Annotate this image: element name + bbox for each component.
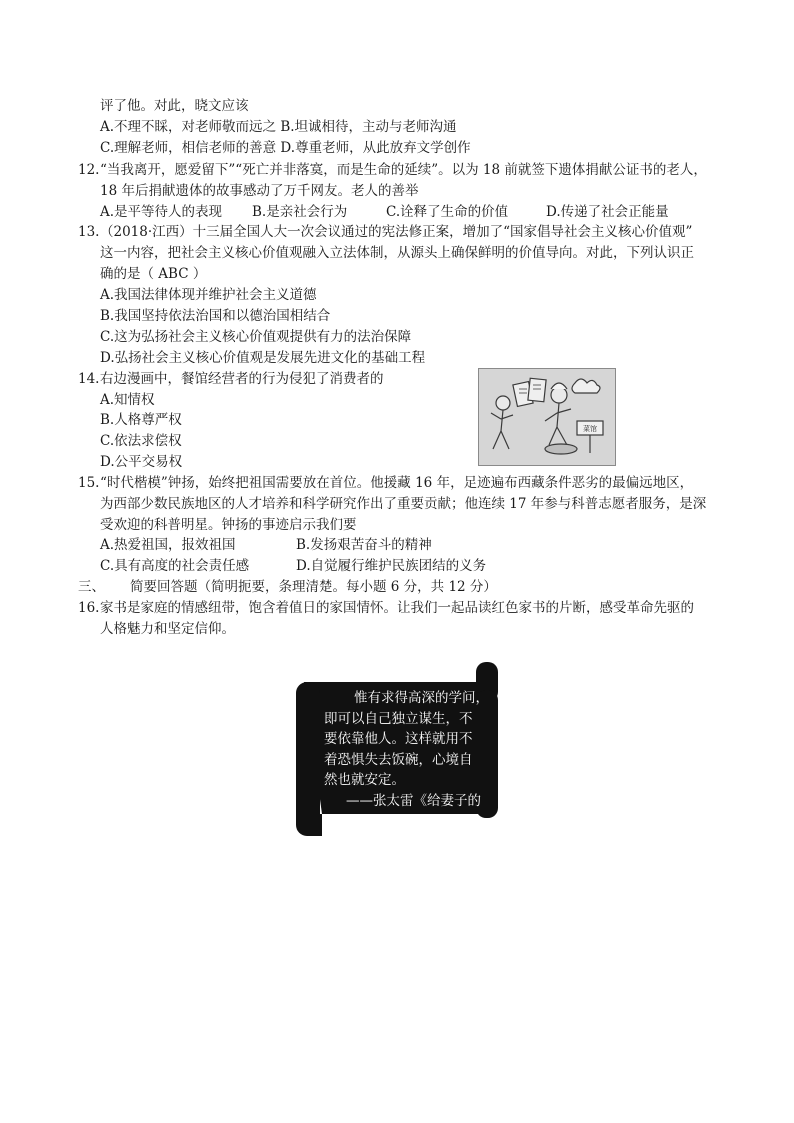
q13-stem-line3: 确的是（ ABC ） bbox=[100, 266, 207, 282]
q11-options-ab: A.不理不睬，对老师敬而远之 B.坦诚相待，主动与老师沟通 bbox=[100, 119, 457, 135]
q13-stem-line2: 这一内容，把社会主义核心价值观融入立法体制，从源头上确保鲜明的价值导向。对此，下列认识正 bbox=[100, 245, 694, 261]
q15-number: 15. bbox=[78, 475, 100, 491]
section-title: 简要回答题（简明扼要，条理清楚。每小题 6 分，共 12 分） bbox=[130, 579, 497, 595]
cartoon-sign-text: 菜馆 bbox=[583, 425, 597, 433]
q13-option-d: D.弘扬社会主义核心价值观是发展先进文化的基础工程 bbox=[100, 350, 426, 366]
q15-option-a: A.热爱祖国，报效祖国 bbox=[100, 537, 236, 553]
restaurant-cartoon-image bbox=[478, 368, 616, 466]
quote-attribution: ——张太雷《给妻子的 bbox=[346, 792, 481, 809]
q12-stem-line1: “当我离开，愿爱留下”“死亡并非落寞，而是生命的延续”。以为 18 前就签下遗体捐献公证书的老人， bbox=[100, 162, 707, 178]
q14-option-b: B.人格尊严权 bbox=[100, 412, 182, 428]
q13-option-c: C.这为弘扬社会主义核心价值观提供有力的法治保障 bbox=[100, 329, 412, 345]
q16-stem-line1: 家书是家庭的情感纽带，饱含着值日的家国情怀。让我们一起品读红色家书的片断，感受革命先驱的 bbox=[100, 600, 694, 616]
q12-option-c: C.诠释了生命的价值 bbox=[386, 204, 509, 220]
q15-stem-line1: “时代楷模”钟扬，始终把祖国需要放在首位。他援藏 16 年，足迹遍布西藏条件恶劣的最偏远地区， bbox=[100, 475, 694, 491]
q12-option-b: B.是亲社会行为 bbox=[252, 204, 348, 220]
q16-number: 16. bbox=[78, 600, 100, 616]
q15-option-c: C.具有高度的社会责任感 bbox=[100, 558, 250, 574]
q15-option-b: B.发扬艰苦奋斗的精神 bbox=[296, 537, 432, 553]
q13-option-a: A.我国法律体现并维护社会主义道德 bbox=[100, 287, 317, 303]
quote-line-3: 要依靠他人。这样就用不 bbox=[324, 731, 473, 747]
q13-stem-line1: （2018·江西）十三届全国人大一次会议通过的宪法修正案，增加了“国家倡导社会主义核心价值观” bbox=[100, 224, 693, 240]
q15-option-d: D.自觉履行维护民族团结的义务 bbox=[296, 558, 487, 574]
q15-stem-line2: 为西部少数民族地区的人才培养和科学研究作出了重要贡献；他连续 17 年参与科普志愿者服务，是深 bbox=[100, 496, 707, 512]
q14-number: 14. bbox=[78, 371, 100, 387]
q14-stem: 右边漫画中，餐馆经营者的行为侵犯了消费者的 bbox=[100, 371, 384, 387]
section-number: 三、 bbox=[78, 579, 105, 595]
quote-line-4: 着恐惧失去饭碗，心境自 bbox=[324, 751, 473, 768]
quote-scroll-text bbox=[316, 688, 494, 811]
q13-number: 13. bbox=[78, 224, 100, 240]
quote-line-1: 惟有求得高深的学问， bbox=[354, 690, 489, 706]
q11-stem-tail: 评了他。对此，晓文应该 bbox=[100, 98, 249, 114]
q12-stem-line2: 18 年后捐献遗体的故事感动了万千网友。老人的善举 bbox=[100, 183, 419, 199]
q12-option-a: A.是平等待人的表现 bbox=[100, 204, 223, 220]
q12-number: 12. bbox=[78, 162, 100, 178]
quote-line-2: 即可以自己独立谋生，不 bbox=[324, 710, 473, 727]
q13-option-b: B.我国坚持依法治国和以德治国相结合 bbox=[100, 308, 331, 324]
q14-option-a: A.知情权 bbox=[100, 392, 155, 408]
quote-line-5: 然也就安定。 bbox=[324, 772, 405, 788]
cartoon-drawing bbox=[479, 369, 615, 465]
q14-option-c: C.依法求偿权 bbox=[100, 433, 182, 449]
q11-options-cd: C.理解老师，相信老师的善意 D.尊重老师，从此放弃文学创作 bbox=[100, 140, 471, 156]
q14-option-d: D.公平交易权 bbox=[100, 454, 183, 470]
q12-option-d: D.传递了社会正能量 bbox=[546, 204, 669, 220]
q15-stem-line3: 受欢迎的科普明星。钟扬的事迹启示我们要 bbox=[100, 517, 357, 533]
q16-stem-line2: 人格魅力和坚定信仰。 bbox=[100, 621, 235, 637]
